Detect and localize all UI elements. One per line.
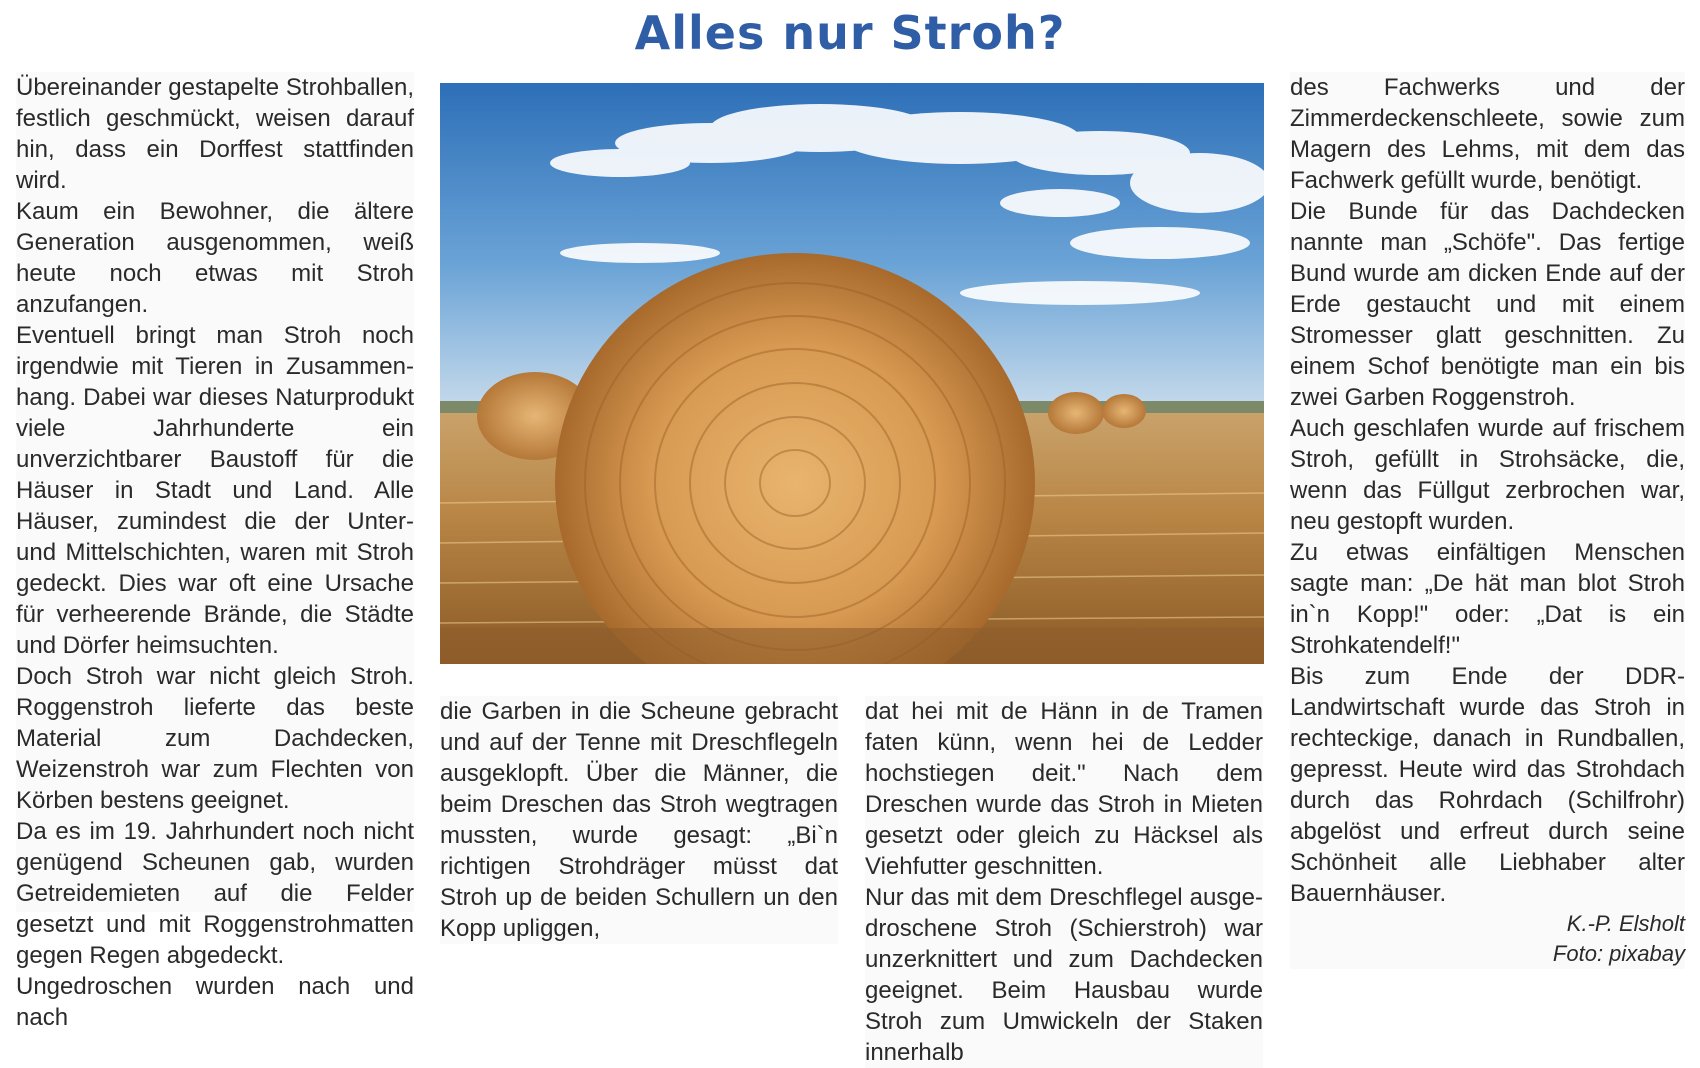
paragraph: Bis zum Ende der DDR-Landwirtschaft wurde das Stroh in rechteckige, danach in Rundballen, gepresst. Heute wird das Strohdach durch das Rohrdach (Schilfrohr) abgelöst und erfreut durch seine Schönheit alle Liebhaber alter Bauernhäuser. bbox=[1290, 663, 1685, 907]
paragraph: Kaum ein Bewohner, die ältere Generation ausgenommen, weiß heute noch etwas mit Stroh anzufangen. bbox=[16, 198, 414, 318]
paragraph: Übereinander gestapelte Strohballen, festlich geschmückt, weisen darauf hin, dass ein Dorffest stattfinden wird. bbox=[16, 74, 414, 194]
paragraph: dat hei mit de Hänn in de Tramen faten künn, wenn hei de Ledder hochstiegen deit." Nach dem Dreschen wurde das Stroh in Mieten gesetzt oder gleich zu Häcksel als Viehfutter geschnitten. bbox=[865, 698, 1263, 880]
hay-bale-photo bbox=[440, 83, 1264, 664]
paragraph: Eventuell bringt man Stroh noch irgendwie mit Tieren in Zusammenhang. Dabei war dieses Naturprodukt viele Jahrhunderte ein unverzichtbarer Baustoff für die Häuser in Stadt und Land. Alle Häuser, zumindest die der Unter- und Mittelschichten, waren mit Stroh gedeckt. Dies war oft eine Ursache für verheerende Brände, die Städte und Dörfer heimsuchten. bbox=[16, 322, 414, 659]
paragraph: Da es im 19. Jahrhundert noch nicht genügend Scheunen gab, wurden Getreidemieten auf die Felder gesetzt und mit Roggenstrohmatten gegen Regen abgedeckt. bbox=[16, 818, 414, 969]
text-column-2 bbox=[440, 696, 838, 944]
paragraph: des Fachwerks und der Zimmerdeckenschleete, sowie zum Magern des Lehms, mit dem das Fachwerk gefüllt wurde, benötigt. bbox=[1290, 74, 1685, 194]
paragraph: Auch geschlafen wurde auf frischem Stroh, gefüllt in Strohsäcke, die, wenn das Füllgut zerbrochen war, neu gestopft wurden. bbox=[1290, 415, 1685, 535]
text-column-4 bbox=[1290, 72, 1685, 969]
paragraph: Ungedroschen wurden nach und nach bbox=[16, 973, 414, 1031]
photo-credit: Foto: pixabay bbox=[1552, 941, 1685, 966]
text-column-3 bbox=[865, 696, 1263, 1068]
paragraph: die Garben in die Scheune gebracht und auf der Tenne mit Dreschflegeln ausgeklopft. Über die Männer, die beim Dreschen das Stroh wegtragen mussten, wurde gesagt: „Bi`n richtigen Strohdräger müsst dat Stroh up de beiden Schullern un den Kopp upliggen, bbox=[440, 698, 838, 942]
author-credit: K.-P. Elsholt bbox=[1566, 911, 1685, 936]
paragraph: Doch Stroh war nicht gleich Stroh. Roggenstroh lieferte das beste Material zum Dachdecken, Weizenstroh war zum Flechten von Körben bestens geeignet. bbox=[16, 663, 414, 814]
paragraph: Die Bunde für das Dachdecken nannte man „Schöfe". Das fertige Bund wurde am dicken Ende auf der Erde gestaucht und mit einem Stromesser glatt geschnitten. Zu einem Schof benötigte man ein bis zwei Garben Roggenstroh. bbox=[1290, 198, 1685, 411]
paragraph: Zu etwas einfältigen Menschen sagte man: „De hät man blot Stroh in`n Kopp!" oder: „Dat is ein Strohkatendelf!" bbox=[1290, 539, 1685, 659]
text-column-1 bbox=[16, 72, 414, 1031]
article-title: Alles nur Stroh? bbox=[634, 6, 1066, 60]
paragraph: Nur das mit dem Dreschflegel ausgedroschene Stroh (Schierstroh) war unzerknittert und zum Dachdecken geeignet. Beim Hausbau wurde Stroh zum Umwickeln der Staken innerhalb bbox=[865, 884, 1263, 1066]
